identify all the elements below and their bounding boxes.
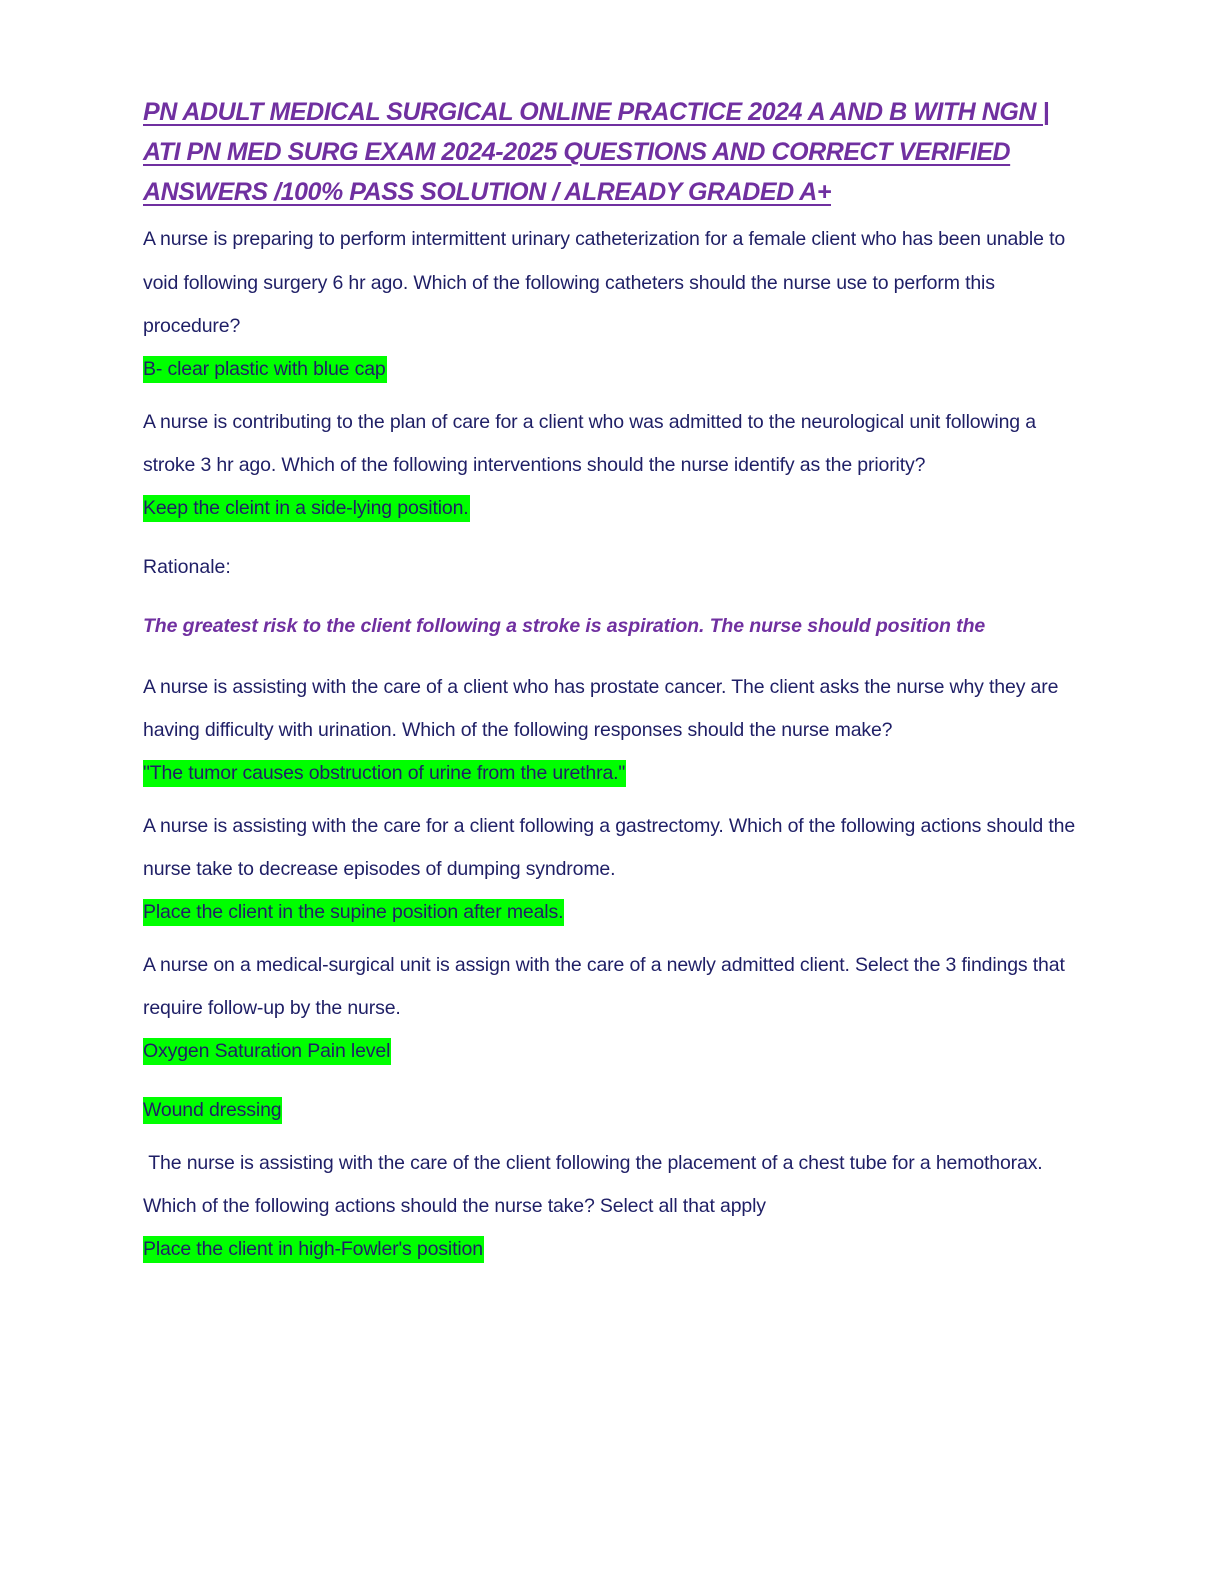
highlighted-answer: Keep the cleint in a side-lying position. [143, 495, 470, 522]
highlighted-answer: B- clear plastic with blue cap [143, 356, 387, 383]
rationale-text: The greatest risk to the client following a stroke is aspiration. The nurse should position the [143, 614, 986, 637]
document-page [143, 92, 1078, 1263]
rationale-label: Rationale: [143, 555, 231, 578]
question-text: A nurse is contributing to the plan of care for a client who was admitted to the neurological unit following a stroke 3 hr ago. Which of the following interventions should the nurse identify as the priority? [143, 410, 1036, 476]
question-text: The nurse is assisting with the care of the client following the placement of a chest tube for a hemothorax. Which of the following actions should the nurse take? Select all that apply [143, 1151, 1048, 1217]
question-block-5 [143, 944, 1078, 1124]
question-block-4 [143, 805, 1078, 926]
highlighted-answer: Oxygen Saturation Pain level [143, 1038, 391, 1065]
document-title: PN ADULT MEDICAL SURGICAL ONLINE PRACTICE 2024 A AND B WITH NGN | ATI PN MED SURG EXAM 2024-2025 QUESTIONS AND CORRECT VERIFIED ANSWERS /100% PASS SOLUTION / ALREADY GRADED A+ [143, 98, 1050, 206]
question-text: A nurse is preparing to perform intermittent urinary catheterization for a female client who has been unable to void following surgery 6 hr ago. Which of the following catheters should the nurse use to perform this procedure? [143, 228, 1066, 337]
question-block-6 [143, 1142, 1078, 1263]
highlighted-answer: Place the client in high-Fowler's position [143, 1236, 484, 1263]
highlighted-answer: Wound dressing [143, 1097, 282, 1124]
highlighted-answer: Place the client in the supine position after meals. [143, 899, 564, 926]
question-block-1 [143, 218, 1078, 383]
question-block-2 [143, 401, 1078, 640]
question-text: A nurse is assisting with the care of a client who has prostate cancer. The client asks the nurse why they are having difficulty with urination. Which of the following responses should the nurse make? [143, 675, 1059, 741]
highlighted-answer: "The tumor causes obstruction of urine from the urethra." [143, 760, 626, 787]
question-text: A nurse is assisting with the care for a client following a gastrectomy. Which of the following actions should the nurse take to decrease episodes of dumping syndrome. [143, 814, 1076, 880]
question-text: A nurse on a medical-surgical unit is assign with the care of a newly admitted client. Select the 3 findings that require follow-up by the nurse. [143, 953, 1065, 1019]
question-block-3 [143, 666, 1078, 787]
